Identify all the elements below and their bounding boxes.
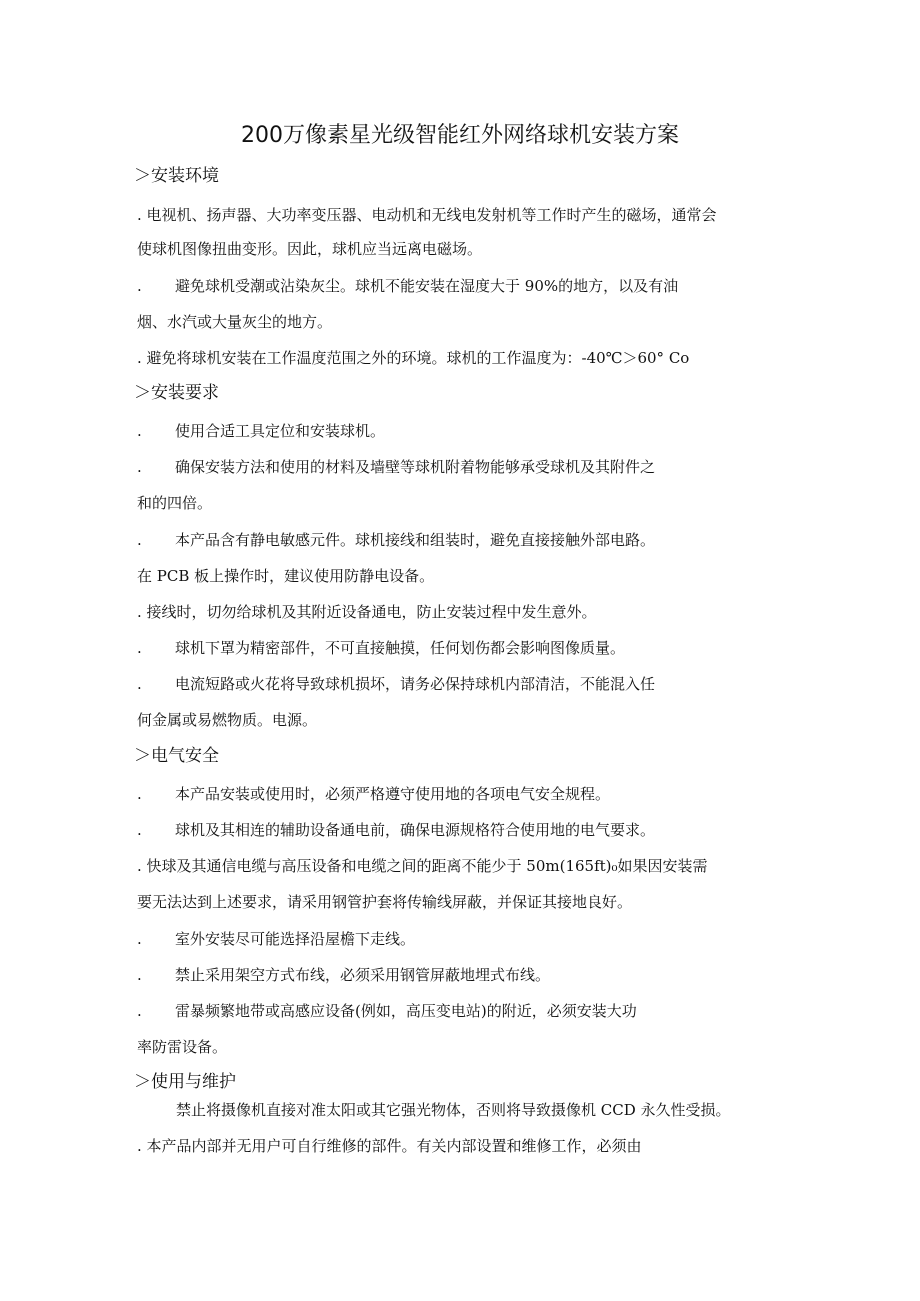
- paragraph-line: . 球机下罩为精密部件，不可直接触摸，任何划伤都会影响图像质量。: [137, 635, 625, 661]
- paragraph-line: . 本产品安装或使用时，必须严格遵守使用地的各项电气安全规程。: [137, 781, 610, 807]
- paragraph-line: 禁止将摄像机直接对准太阳或其它强光物体，否则将导致摄像机 CCD 永久性受损。: [176, 1101, 731, 1119]
- paragraph-line: 要无法达到上述要求，请采用钢管护套将传输线屏蔽，并保证其接地良好。: [137, 893, 633, 911]
- bullet-marker: .: [137, 277, 142, 295]
- paragraph-line: . 快球及其通信电缆与高压设备和电缆之间的距离不能少于 50m(165ft)₀如果因安装需: [137, 857, 708, 875]
- paragraph-line: 烟、水汽或大量灰尘的地方。: [137, 313, 333, 331]
- paragraph-line: . 电视机、扬声器、大功率变压器、电动机和无线电发射机等工作时产生的磁场，通常会: [137, 206, 717, 224]
- paragraph-line: . 避免将球机安装在工作温度范围之外的环境。球机的工作温度为：-40℃＞60° Co: [137, 349, 690, 367]
- bullet-marker: .: [137, 422, 142, 440]
- bullet-marker: .: [137, 531, 142, 549]
- paragraph-line: . 避免球机受潮或沾染灰尘。球机不能安装在湿度大于 90%的地方，以及有油: [137, 273, 678, 299]
- paragraph-line: 何金属或易燃物质。电源。: [137, 711, 318, 729]
- paragraph-line: . 本产品内部并无用户可自行维修的部件。有关内部设置和维修工作，必须由: [137, 1137, 642, 1155]
- paragraph-line: . 确保安装方法和使用的材料及墙壁等球机附着物能够承受球机及其附件之: [137, 454, 655, 480]
- bullet-marker: .: [137, 675, 142, 693]
- bullet-marker: .: [137, 821, 142, 839]
- page-title: 200万像素星光级智能红外网络球机安装方案: [241, 123, 679, 148]
- section-heading-install-environment: ＞安装环境: [134, 166, 219, 186]
- paragraph-line: . 禁止采用架空方式布线，必须采用钢管屏蔽地埋式布线。: [137, 962, 550, 988]
- bullet-marker: .: [137, 785, 142, 803]
- paragraph-line: 使球机图像扭曲变形。因此，球机应当远离电磁场。: [137, 240, 483, 258]
- paragraph-line: . 本产品含有静电敏感元件。球机接线和组装时，避免直接接触外部电路。: [137, 527, 655, 553]
- bullet-marker: .: [137, 930, 142, 948]
- paragraph-line: . 室外安装尽可能选择沿屋檐下走线。: [137, 926, 415, 952]
- section-heading-electrical-safety: ＞电气安全: [134, 746, 219, 766]
- paragraph-line: . 电流短路或火花将导致球机损坏，请务必保持球机内部清洁，不能混入任: [137, 671, 655, 697]
- section-heading-install-requirements: ＞安装要求: [134, 383, 219, 403]
- paragraph-line: . 雷暴频繁地带或高感应设备(例如，高压变电站)的附近，必须安装大功: [137, 998, 637, 1024]
- bullet-marker: .: [137, 458, 142, 476]
- bullet-marker: .: [137, 1002, 142, 1020]
- paragraph-line: 和的四倍。: [137, 494, 213, 512]
- paragraph-line: 率防雷设备。: [137, 1038, 228, 1056]
- bullet-marker: .: [137, 639, 142, 657]
- bullet-marker: .: [137, 966, 142, 984]
- paragraph-line: . 球机及其相连的辅助设备通电前，确保电源规格符合使用地的电气要求。: [137, 817, 655, 843]
- paragraph-line: . 接线时，切勿给球机及其附近设备通电，防止安装过程中发生意外。: [137, 603, 597, 621]
- section-heading-use-and-maintenance: ＞使用与维护: [134, 1072, 236, 1092]
- paragraph-line: 在 PCB 板上操作时，建议使用防静电设备。: [137, 567, 435, 585]
- paragraph-line: . 使用合适工具定位和安装球机。: [137, 418, 385, 444]
